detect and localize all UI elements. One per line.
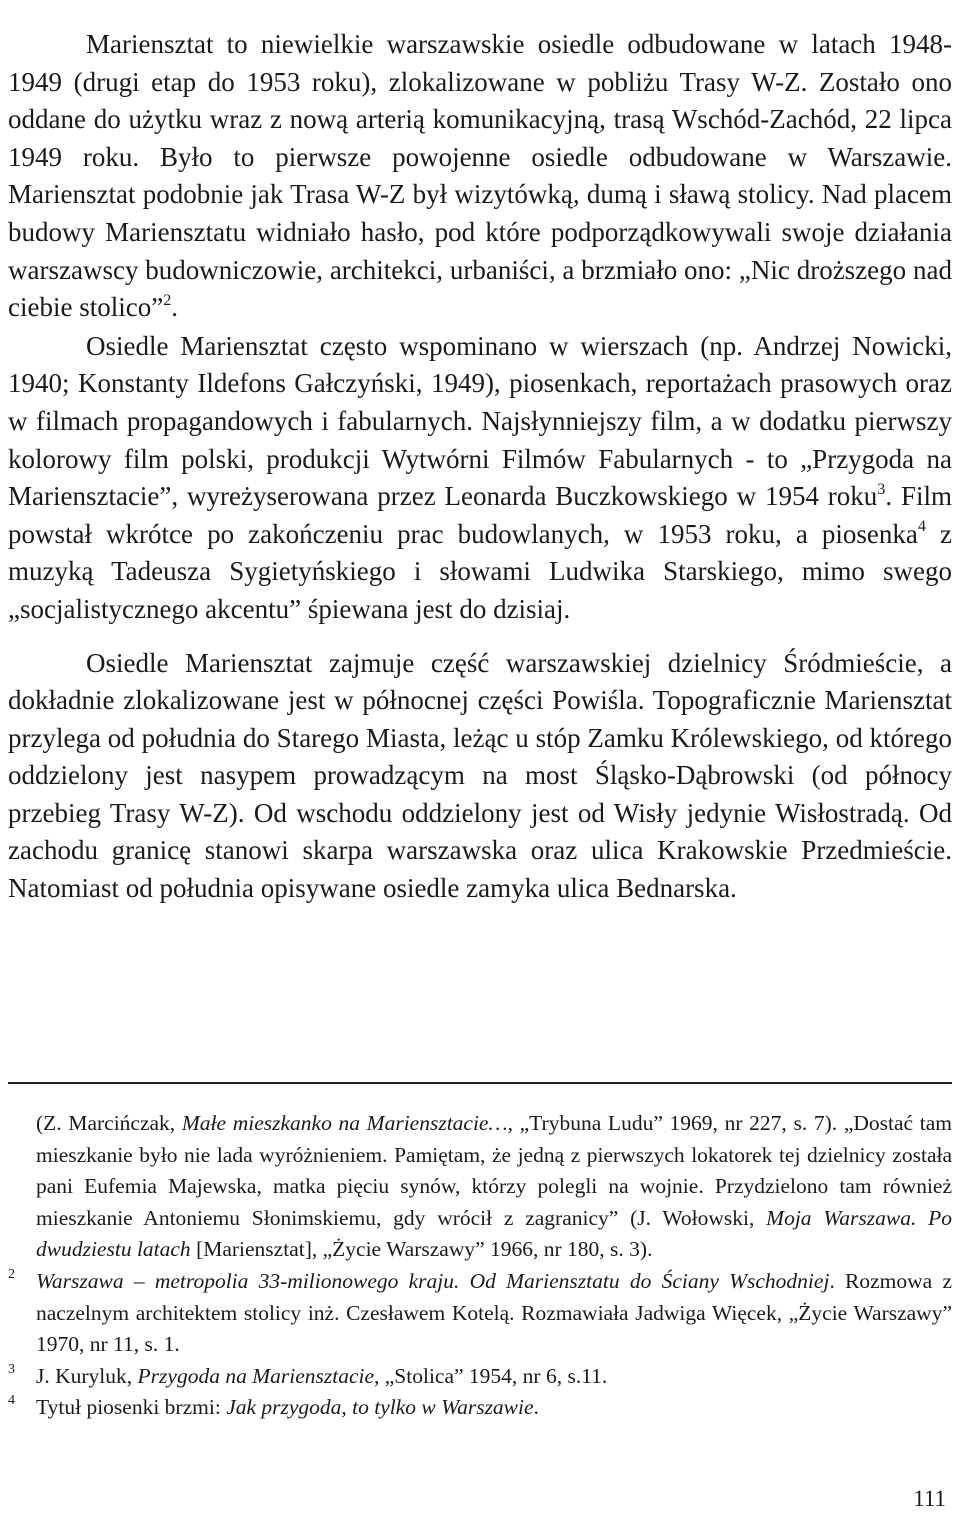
footnote-2-number: 2	[8, 1266, 15, 1282]
main-text	[8, 26, 952, 908]
footnote-1-text-b: , „Trybuna Ludu” 1969, nr 227, s. 7). „Dostać tam mieszkanie było nie lada wyróżnieniem. Pamiętam, że jedną z pierwszych lokatorek tej dzielnicy została pani Eufemia Majewska, matka pięciu synów, którzy polegli na wojnie. Przydzielono tam również mieszkanie Antoniemu Słonimskiemu, gdy wrócił z zagranicy” (J. Wołowski,	[36, 1111, 952, 1230]
paragraph-2	[8, 328, 952, 629]
footnote-ref-3[interactable]: 3	[877, 479, 886, 498]
footnote-4-text-b: .	[533, 1395, 539, 1420]
paragraph-2-text-b: . Film powstał wkrótce po zakończeniu prac budowlanych, w 1953 roku, a piosenka	[8, 481, 953, 549]
footnote-1-title-2: Moja Warszawa. Po dwudziestu latach	[36, 1205, 952, 1262]
footnote-3-title: Przygoda na Mariensztacie	[137, 1363, 374, 1388]
footnote-2-text: . Rozmowa z naczelnym architektem stolicy inż. Czesławem Kotelą. Rozmawiała Jadwiga Więcek, „Życie Warszawy” 1970, nr 11, s. 1.	[36, 1268, 953, 1357]
footnote-ref-4[interactable]: 4	[917, 517, 926, 536]
footnote-4-text-a: Tytuł piosenki brzmi:	[36, 1395, 227, 1420]
paragraph-1-end: .	[171, 292, 179, 323]
footnote-continuation	[8, 1108, 952, 1266]
footnote-4-number: 4	[8, 1393, 15, 1409]
footnote-1-text-c: [Mariensztat], „Życie Warszawy” 1966, nr 180, s. 3).	[190, 1237, 653, 1262]
footnote-1-title-1: Małe mieszkanko na Mariensztacie…	[181, 1111, 508, 1135]
footnote-2-title: Warszawa – metropolia 33-milionowego kraju. Od Mariensztatu do Ściany Wschodniej	[36, 1268, 830, 1293]
footnote-4	[8, 1392, 952, 1424]
paragraph-1-text: Mariensztat to niewielkie warszawskie osiedle odbudowane w latach 1948-1949 (drugi etap do 1953 roku), zlokalizowane w pobliżu Trasy W-Z. Zostało ono oddane do użytku wraz z nową arterią komunikacyjną, trasą Wschód-Zachód, 22 lipca 1949 roku. Było to pierwsze powojenne osiedle odbudowane w Warszawie. Mariensztat podobnie jak Trasa W-Z był wizytówką, dumą i sławą stolicy. Nad placem budowy Mariensztatu widniało hasło, pod które podporządkowywali swoje działania warszawscy budowniczowie, architekci, urbaniści, a brzmiało ono: „Nic droższego nad ciebie stolico”	[8, 29, 952, 323]
footnote-1-text-a: (Z. Marcińczak,	[36, 1111, 182, 1135]
paragraph-2-text-c: z muzyką Tadeusza Sygietyńskiego i słowami Ludwika Starskiego, mimo swego „socjalistycznego akcentu” śpiewana jest do dzisiaj.	[8, 518, 953, 624]
paragraph-1	[8, 26, 952, 327]
page-number: 111	[913, 1486, 946, 1511]
paragraph-gap	[8, 629, 952, 645]
footnote-4-title: Jak przygoda, to tylko w Warszawie	[226, 1395, 534, 1420]
paragraph-3: Osiedle Mariensztat zajmuje część warszawskiej dzielnicy Śródmieście, a dokładnie zlokalizowane jest w północnej części Powiśla. Topograficznie Mariensztat przylega od południa do Starego Miasta, leżąc u stóp Zamku Królewskiego, od którego oddzielony jest nasypem prowadzącym na most Śląsko-Dąbrowski (od północy przebieg Trasy W-Z). Od wschodu oddzielony jest od Wisły jedynie Wisłostradą. Od zachodu granicę stanowi skarpa warszawska oraz ulica Krakowskie Przedmieście. Natomiast od południa opisywane osiedle zamyka ulica Bednarska.	[8, 647, 952, 904]
footnote-ref-2[interactable]: 2	[163, 290, 172, 309]
paragraph-2-text-a: Osiedle Mariensztat często wspominano w wierszach (np. Andrzej Nowicki, 1940; Konstanty Ildefons Gałczyński, 1949), piosenkach, reportażach prasowych oraz w filmach propagandowych i fabularnych. Najsłynniejszy film, a w dodatku pierwszy kolorowy film polski, produkcji Wytwórni Filmów Fabularnych - to „Przygoda na Mariensztacie”, wyreżyserowana przez Leonarda Buczkowskiego w 1954 roku	[8, 330, 952, 512]
footnote-3	[8, 1361, 952, 1393]
footnote-3-number: 3	[8, 1361, 15, 1377]
footnotes	[8, 1108, 952, 1424]
footnote-2	[8, 1266, 952, 1361]
footnote-3-text-b: , „Stolica” 1954, nr 6, s.11.	[374, 1363, 608, 1388]
footnote-separator	[8, 1082, 952, 1084]
footnote-3-text-a: J. Kuryluk,	[36, 1363, 138, 1388]
